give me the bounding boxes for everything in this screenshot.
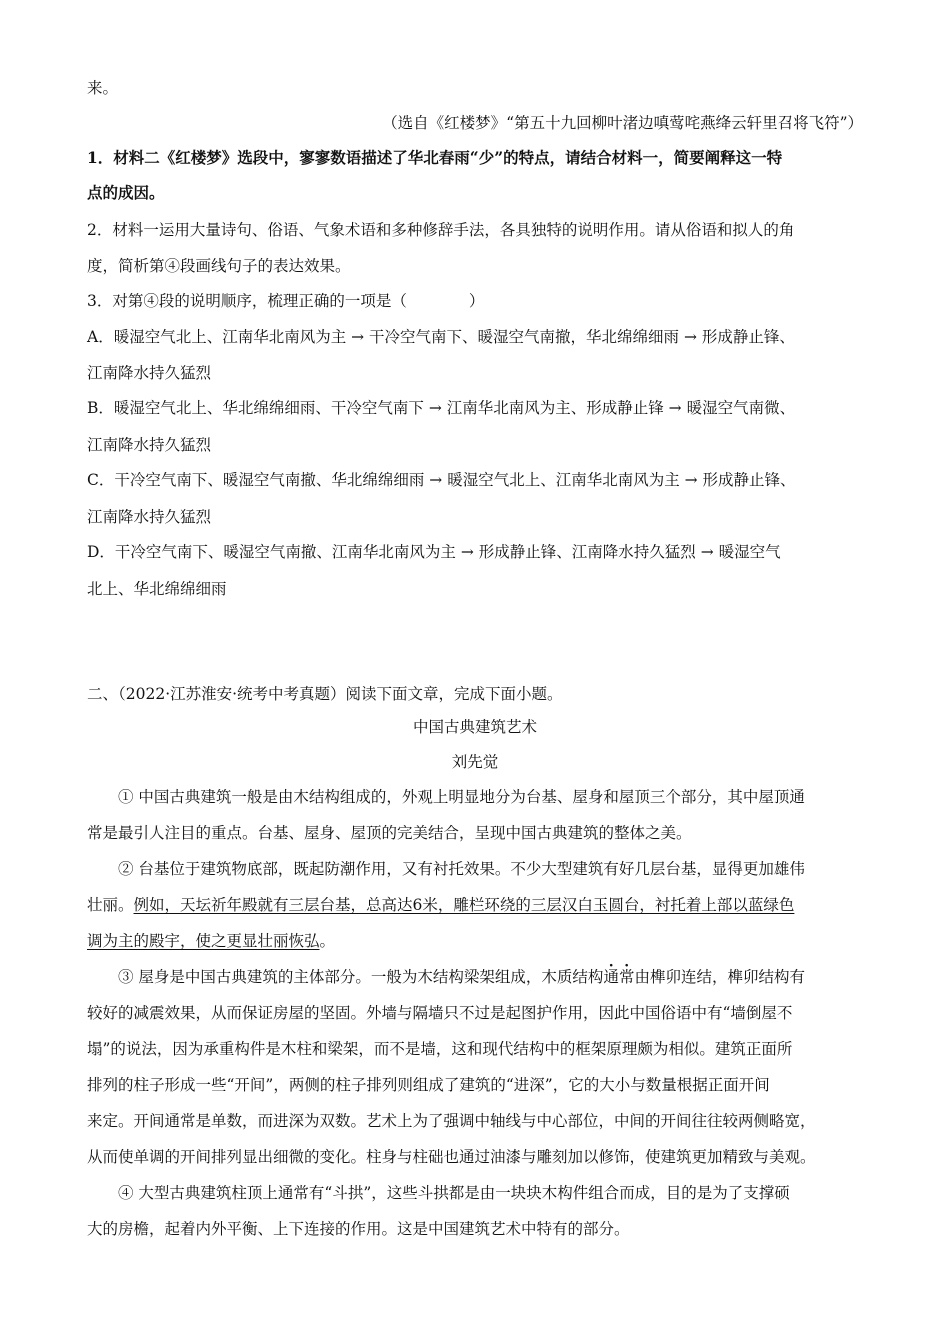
question-2-line: 度，简析第④段画线句子的表达效果。	[87, 257, 351, 275]
paragraph-2-text: 壮丽。	[87, 896, 134, 914]
option-b-line: B．暖湿空气北上、华北绵绵细雨、干冷空气南下 → 江南华北南风为主、形成静止锋 → 暖湿空气南微、	[87, 399, 796, 417]
material-source-citation: （选自《红楼梦》“第五十九回柳叶渚边嗔莺咤燕绛云轩里召将飞符”）	[382, 114, 863, 132]
option-c-line: C．干冷空气南下、暖湿空气南撤、华北绵绵细雨 → 暖湿空气北上、江南华北南风为主 → 形成静止锋、	[87, 471, 796, 489]
question-2-line: 2．材料一运用大量诗句、俗语、气象术语和多种修辞手法，各具独特的说明作用。请从俗语和拟人的角	[87, 221, 795, 239]
question-1-line: 点的成因。	[87, 183, 165, 202]
paragraph-1-line: 常是最引人注目的重点。台基、屋身、屋顶的完美结合，呈现中国古典建筑的整体之美。	[87, 824, 692, 842]
emphasis-dot-char: 常	[618, 968, 635, 986]
underlined-sentence: 调为主的殿宇，使之更显壮丽恢弘	[87, 932, 320, 950]
paragraph-3-text: ③ 屋身是中国古典建筑的主体部分。一般为木结构梁架组成，木质结构	[118, 968, 604, 986]
option-d-line: D．干冷空气南下、暖湿空气南撤、江南华北南风为主 → 形成静止锋、江南降水持久猛烈 → 暖湿空气	[87, 543, 781, 561]
article-title: 中国古典建筑艺术	[412, 718, 537, 736]
paragraph-1-line: ① 中国古典建筑一般是由木结构组成的，外观上明显地分为台基、屋身和屋顶三个部分，其中屋顶通	[118, 788, 805, 806]
paragraph-3-line: 较好的减震效果，从而保证房屋的坚固。外墙与隔墙只不过是起图护作用，因此中国俗语中有“墙倒屋不	[87, 1004, 793, 1022]
emphasis-dot-char: 通	[603, 968, 619, 986]
paragraph-2-text: 。	[319, 932, 336, 950]
paragraph-3-line	[87, 966, 863, 988]
paragraph-4-line: 大的房檐，起着内外平衡、上下连接的作用。这是中国建筑艺术中特有的部分。	[87, 1220, 630, 1238]
material-text-line: 来。	[87, 79, 119, 97]
paragraph-4-line: ④ 大型古典建筑柱顶上通常有“斗拱”，这些斗拱都是由一块块木构件组合而成，目的是为了支撑硕	[118, 1184, 790, 1202]
paragraph-3-line: 从而使单调的开间排列显出细微的变化。柱身与柱础也通过油漆与雕刻加以修饰，使建筑更加精致与美观。	[87, 1148, 816, 1166]
paragraph-2-line: ② 台基位于建筑物底部，既起防潮作用，又有衬托效果。不少大型建筑有好几层台基，显得更加雄伟	[118, 860, 805, 878]
option-a-line: 江南降水持久猛烈	[87, 364, 212, 382]
option-c-line: 江南降水持久猛烈	[87, 508, 212, 526]
paragraph-2-line	[87, 894, 863, 916]
paragraph-3-line: 来定。开间通常是单数，而进深为双数。艺术上为了强调中轴线与中心部位，中间的开间往往较两侧略宽，	[87, 1112, 816, 1130]
section-2-header: 二、（2022·江苏淮安·统考中考真题）阅读下面文章，完成下面小题。	[87, 685, 563, 703]
article-author: 刘先觉	[451, 753, 499, 771]
question-1-line: 1．材料二《红楼梦》选段中，寥寥数语描述了华北春雨“少”的特点，请结合材料一，简要阐释这一特	[87, 148, 783, 167]
paragraph-3-text: 由榫卯连结，榫卯结构有	[634, 968, 805, 986]
paragraph-3-line: 排列的柱子形成一些“开间”，两侧的柱子排列则组成了建筑的“进深”，它的大小与数量根据正面开间	[87, 1076, 770, 1094]
option-b-line: 江南降水持久猛烈	[87, 436, 212, 454]
paragraph-2-line	[87, 930, 863, 952]
question-3-stem: 3．对第④段的说明顺序，梳理正确的一项是（ ）	[87, 292, 485, 310]
option-d-line: 北上、华北绵绵细雨	[87, 580, 227, 598]
option-a-line: A．暖湿空气北上、江南华北南风为主 → 干冷空气南下、暖湿空气南撤，华北绵绵细雨 → 形成静止锋、	[87, 328, 795, 346]
paragraph-3-line: 塌”的说法，因为承重构件是木柱和梁架，而不是墙，这和现代结构中的框架原理颇为相似。建筑正面所	[87, 1040, 793, 1058]
underlined-sentence: 例如，天坛祈年殿就有三层台基，总高达6米，雕栏环绕的三层汉白玉圆台，衬托着上部以蓝绿色	[133, 896, 795, 914]
